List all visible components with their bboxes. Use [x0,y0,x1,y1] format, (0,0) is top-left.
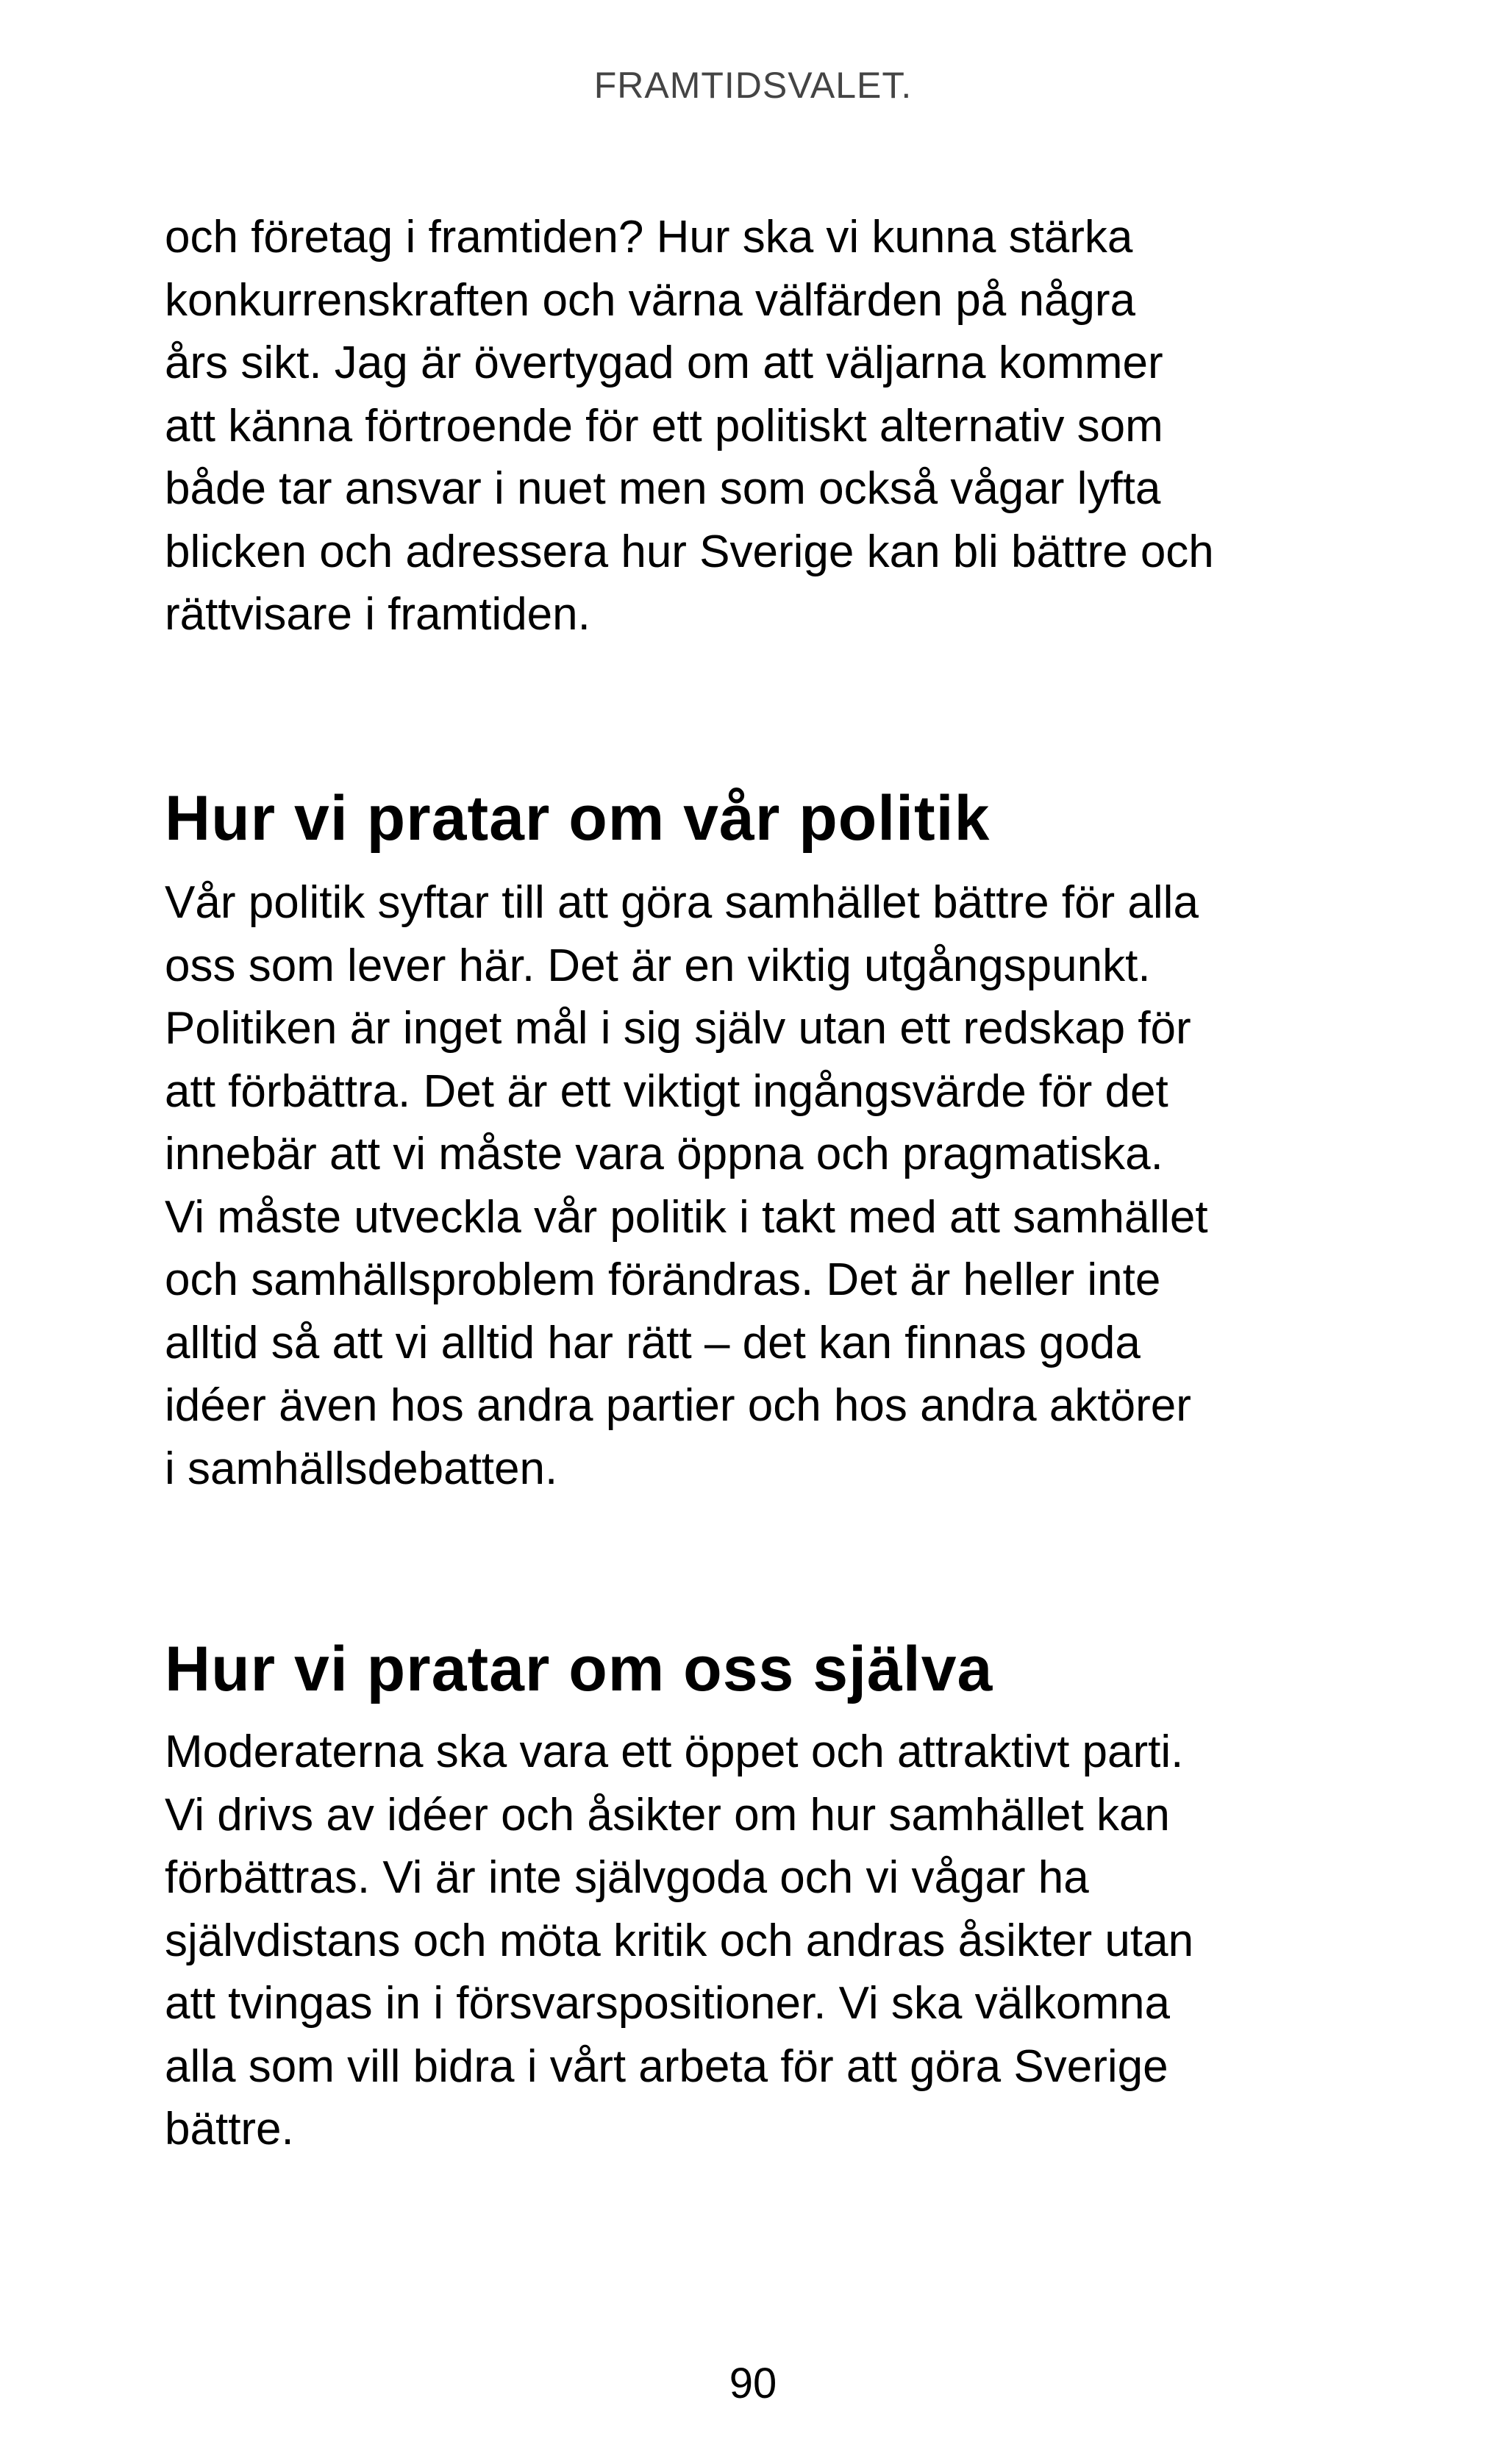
section-heading-var-politik: Hur vi pratar om vår politik [165,783,991,854]
paragraph-line: idéer även hos andra partier och hos andra aktörer [165,1380,1191,1431]
paragraph-line: bättre. [165,2104,294,2154]
paragraph-line: i samhällsdebatten. [165,1443,558,1494]
paragraph-line: års sikt. Jag är övertygad om att väljarna kommer [165,338,1163,388]
paragraph-line: och samhällsproblem förändras. Det är heller inte [165,1254,1161,1305]
intro-paragraph [165,206,1459,646]
paragraph-line: Vår politik syftar till att göra samhället bättre för alla [165,877,1199,928]
paragraph-line: att tvingas in i försvarspositioner. Vi ska välkomna [165,1978,1170,2029]
paragraph-line: Moderaterna ska vara ett öppet och attraktivt parti. [165,1726,1184,1777]
paragraph-line: och företag i framtiden? Hur ska vi kunna stärka [165,212,1133,263]
paragraph-line: konkurrenskraften och värna välfärden på några [165,274,1136,326]
paragraph-line: Vi måste utveckla vår politik i takt med att samhället [165,1191,1208,1243]
paragraph-line: alltid så att vi alltid har rätt – det kan finnas goda [165,1317,1141,1368]
section-heading-oss-sjalva: Hur vi pratar om oss själva [165,1634,993,1704]
page-number: 90 [729,2360,777,2407]
section-paragraph-var-politik [165,871,1459,1500]
paragraph-line: oss som lever här. Det är en viktig utgångspunkt. [165,940,1151,991]
paragraph-line: förbättras. Vi är inte självgoda och vi vågar ha [165,1852,1089,1903]
paragraph-line: självdistans och möta kritik och andras åsikter utan [165,1915,1194,1966]
paragraph-line: innebär att vi måste vara öppna och pragmatiska. [165,1129,1163,1179]
paragraph-line: att känna förtroende för ett politiskt alternativ som [165,400,1163,451]
paragraph-line: rättvisare i framtiden. [165,589,590,640]
paragraph-line: Politiken är inget mål i sig själv utan ett redskap för [165,1003,1191,1054]
paragraph-line: både tar ansvar i nuet men som också vågar lyfta [165,463,1161,514]
paragraph-line: Vi drivs av idéer och åsikter om hur samhället kan [165,1789,1170,1840]
paragraph-line: alla som vill bidra i vårt arbeta för att göra Sverige [165,2040,1168,2092]
section-paragraph-oss-sjalva [165,1721,1459,2161]
paragraph-line: blicken och adressera hur Sverige kan bli bättre och [165,526,1214,577]
running-header: FRAMTIDSVALET. [593,65,913,106]
paragraph-line: att förbättra. Det är ett viktigt ingångsvärde för det [165,1065,1168,1117]
